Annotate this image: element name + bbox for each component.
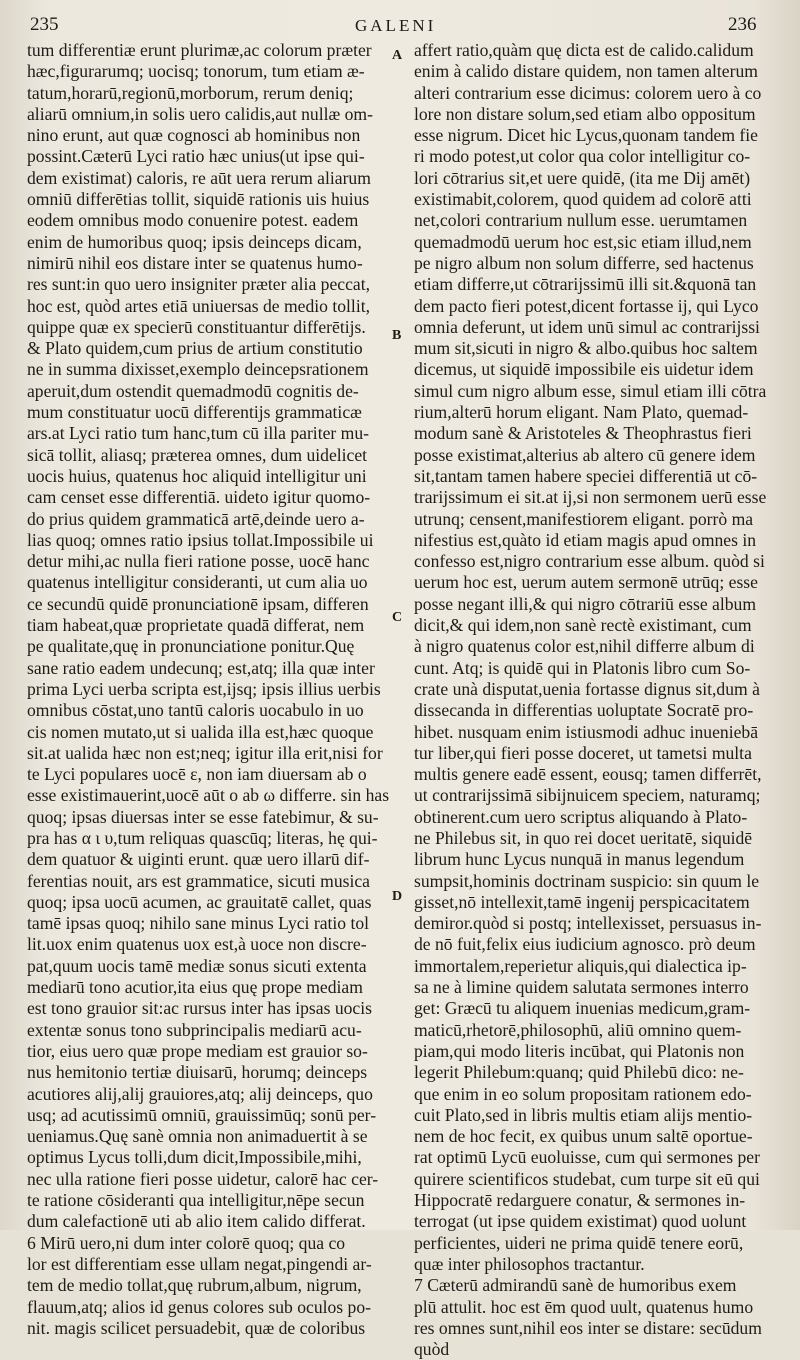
text-line: & Plato quidem,cum prius de artium constitutio: [27, 338, 363, 359]
text-line: ars.at Lyci ratio tum hanc,tum cū illa pariter mu-: [27, 423, 369, 444]
text-line: rium,alterū horum eligant. Nam Plato, quemad-: [414, 402, 749, 423]
text-line: legerit Philebum:quanq; quid Philebū dico: ne-: [414, 1062, 744, 1083]
text-line: ueniamus.Quę sanè omnia non animaduertit à se: [27, 1126, 368, 1147]
right-text-column: [414, 40, 782, 1360]
text-line: tem de medio tollat,quę rubrum,album, nigrum,: [27, 1275, 362, 1296]
text-line: get: Græcū tu aliquem inuenias medicum,gram-: [414, 998, 751, 1019]
text-line: sa ne à limine quidem salutata sermones interro: [414, 977, 749, 998]
text-line: dem pacto fieri potest,dicent fortasse ij, qui Lyco: [414, 295, 759, 316]
text-line: multis genere eadē essent, eousq; tamen differrēt,: [414, 764, 762, 785]
text-line: existimabit,colorem, quod quidem ad colorē atti: [414, 189, 752, 210]
text-line: confesso est,nigro contrarium esse album. quòd si: [414, 551, 765, 572]
text-line: sit,tantam tamen habere speciei differentiā ut cō-: [414, 465, 758, 486]
text-line: hibet. nusquam enim istiusmodi adhuc inueniebā: [414, 721, 758, 742]
text-line: nec ulla ratione fieri posse uidetur, calorē hac cer-: [27, 1168, 379, 1189]
text-line: sit.at ualida hæc non est;neq; igitur illa erit,nisi for: [27, 742, 383, 763]
text-line: quirere scientificos studebat, cum turpe sit eū qui: [414, 1168, 760, 1189]
text-line: cuit Plato,sed in libris multis etiam alijs mentio-: [414, 1104, 753, 1125]
text-line: flauum,atq; alios id genus colores sub oculos po-: [27, 1296, 371, 1317]
text-line: quippe quæ ex specierū constituantur differētijs.: [27, 316, 366, 337]
text-line: lias quoq; omnes ratio ipsius tollat.Impossibile ui: [27, 529, 374, 550]
margin-letter-b: B: [392, 328, 402, 343]
text-line: enim de humoribus quoq; ipsis deinceps dicam,: [27, 231, 362, 252]
text-line: etiam differre,ut cōtrarijssimū illi sit.&quonā tan: [414, 274, 757, 295]
text-line: nus hemitonio tertiæ diuisarū, horumq; deinceps: [27, 1062, 368, 1083]
text-line: res sunt:in quo uero insigniter præter alia peccat,: [27, 274, 370, 295]
text-line: lore non distare solum,sed etiam albo oppositum: [414, 103, 756, 124]
text-line: extentæ sonus tono subprincipalis mediarū acu-: [27, 1019, 362, 1040]
text-line: trarijssimum ei sit.at ij,si non sermonem uerū esse: [414, 487, 767, 508]
text-line: plū attulit. hoc est ēm quod uult, quatenus humo: [414, 1296, 754, 1317]
text-line: hoc est, quòd artes etiā uniuersas de medio tollit,: [27, 295, 370, 316]
text-line: obtinerent.cum uero scriptus aliquando à Plato-: [414, 806, 748, 827]
text-line: cunt. Atq; is quidē qui in Platonis libro cum So-: [414, 657, 751, 678]
text-line: sane ratio eadem undecunq; est,atq; illa quæ inter: [27, 657, 375, 678]
text-line: uerum hoc est, uerum autem sermonē utrūq; esse: [414, 572, 758, 593]
text-line: acutiores alij,alij grauiores,atq; alij deinceps, quo: [27, 1083, 373, 1104]
text-line: sicā tollit, aliasq; præterea omnes, dum uidelicet: [27, 444, 368, 465]
text-line: pe qualitate,quę in pronunciatione ponitur.Quę: [27, 636, 355, 657]
text-line: nem de hoc fecit, ex quibus unum saltē oportue-: [414, 1126, 753, 1147]
text-line: pe nigro album non solum differre, sed hactenus: [414, 252, 754, 273]
text-line: piam,qui modo literis incūbat, qui Platonis non: [414, 1040, 745, 1061]
text-line: Hippocratē redarguere conatur, & sermones in-: [414, 1190, 746, 1211]
text-line: omnia deferunt, ut idem unū simul ac contrarijssi: [414, 316, 760, 337]
text-line: optimus Lycus tolli,dum dicit,Impossibile,mihi,: [27, 1147, 362, 1168]
text-line: usq; ad acutissimū omniū, grauissimūq; sonū per-: [27, 1104, 377, 1125]
text-line: tiam habeat,quæ proprietate quadā differat, nem: [27, 615, 365, 636]
text-line: te Lyci populares uocē ε, non iam diuersam ab ο: [27, 764, 367, 785]
text-line: nimirū nihil eos distare inter se quatenus humo-: [27, 252, 363, 273]
text-line: omniū differētias tollit, siquidē rationis uis huius: [27, 189, 370, 210]
text-line: aperuit,dum ostendit quemadmodū cognitis de-: [27, 380, 359, 401]
text-line: net,colori contrarium nullum esse. uerumtamen: [414, 210, 748, 231]
text-line: quæ inter philosophos tractantur.: [414, 1253, 645, 1274]
text-line: tatum,horarū,regionū,morborum, rerum deniq;: [27, 82, 354, 103]
text-line: dem existimat) caloris, re aūt uera rerum aliarum: [27, 167, 371, 188]
text-line: librum hunc Lycus nunquā in manus legendum: [414, 849, 745, 870]
text-line: dum calefactionē uti ab alio item calido differat.: [27, 1211, 366, 1232]
text-line: detur mihi,ac nulla fieri ratione posse, uocē hanc: [27, 551, 370, 572]
page-number-right: 236: [728, 14, 757, 35]
text-line: hæc,figurarumq; uocisq; tonorum, tum etiam æ-: [27, 61, 365, 82]
running-header: [0, 8, 800, 38]
text-line: alteri contrarium esse dicimus: colorem uero à co: [414, 82, 762, 103]
text-line: demiror.quòd si postq; intellexisset, persuasus in-: [414, 913, 762, 934]
text-line: posse negant illi,& qui nigro cōtrariū esse album: [414, 593, 757, 614]
text-line: ce secundū quidē pronunciationē ipsam, differen: [27, 593, 369, 614]
page-number-left: 235: [30, 14, 59, 35]
text-line: nino erunt, aut quæ cognosci ab hominibus non: [27, 125, 361, 146]
text-line: uocis huius, quatenus hoc aliquid intelligitur uni: [27, 465, 367, 486]
text-line: lori cōtrarius sit,et uere quidē, (ita me Dij amēt): [414, 167, 751, 188]
text-line: do prius quidem grammaticā artē,deinde uero a-: [27, 508, 365, 529]
text-line: tur liber,qui fieri posse doceret, ut tametsi multa: [414, 742, 752, 763]
text-line: nit. magis scilicet persuadebit, quæ de coloribus: [27, 1317, 366, 1338]
text-line: tamē ipsas quoq; nihilo sane minus Lyci ratio tol: [27, 913, 370, 934]
text-line: dicit,& qui idem,non sanè rectè existimant, cum: [414, 615, 752, 636]
text-line: esse nigrum. Dicet hic Lycus,quonam tandem fie: [414, 125, 758, 146]
text-line: terrogat (ut ipse quidem existimat) quod uolunt: [414, 1211, 747, 1232]
margin-letter-a: A: [392, 48, 403, 63]
text-line: quemadmodū uerum hoc est,sic etiam illud,nem: [414, 231, 752, 252]
text-line: modum sanè & Aristoteles & Theophrastus fieri: [414, 423, 752, 444]
text-line: lor est differentiam esse ullam negat,pingendi ar-: [27, 1253, 372, 1274]
text-line: crate unà disputat,uenia fortasse dignus sit,dum à: [414, 678, 760, 699]
text-line: ne in summa dixisset,exemplo deincepsrationem: [27, 359, 369, 380]
text-line: quoq; ipsas diuersas inter se esse fatebimur, & su-: [27, 806, 379, 827]
text-line: eodem omnibus modo conuenire potest. eadem: [27, 210, 359, 231]
text-line: dicemus, ut siquidē impossibile eis uidetur idem: [414, 359, 754, 380]
text-line: cis nomen mutato,ut si ualida illa est,hæc quoque: [27, 721, 374, 742]
text-line: gisset,nō intellexit,tamē ingenij perspicacitatem: [414, 891, 750, 912]
text-line: aliarū omnium,in solis uero calidis,aut nullæ om-: [27, 103, 373, 124]
text-line: sumpsit,hominis doctrinam suspicio: sin quum le: [414, 870, 760, 891]
text-line: enim à calido distare quidem, non tamen alterum: [414, 61, 758, 82]
text-line: mum sit,sicuti in nigro & albo.quibus hoc saltem: [414, 338, 758, 359]
text-line: perficientes, uideri ne prima quidē tenere eorū,: [414, 1232, 744, 1253]
left-text-column: [27, 40, 395, 1339]
text-line: prima Lyci uerba scripta est,ijsq; ipsis illius uerbis: [27, 678, 381, 699]
text-line: 6 Mirū uero,ni dum inter colorē quoq; qua co: [27, 1232, 346, 1253]
text-line: ri modo potest,ut color qua color intelligitur co-: [414, 146, 751, 167]
margin-letter-c: C: [392, 610, 403, 625]
text-line: quòd: [414, 1339, 450, 1360]
text-line: dem quatuor & uiginti erunt. quæ uero illarū dif-: [27, 849, 370, 870]
text-line: ut contrarijssimā sibijnuicem speciem, naturamq;: [414, 785, 761, 806]
text-line: tum differentiæ erunt plurimæ,ac colorum præter: [27, 40, 372, 60]
text-line: tior, eius uero quæ prope mediam est grauior so-: [27, 1040, 368, 1061]
text-line: ne Philebus sit, in quo rei docet ueritatē, siquidē: [414, 827, 753, 848]
text-line: quatenus intelligitur consideranti, ut cum alia uo: [27, 572, 368, 593]
running-title: GALENI: [355, 16, 437, 35]
text-line: mum constituatur uocū differentijs grammaticæ: [27, 402, 362, 423]
text-line: pra has α ι υ,tum reliquas quascūq; literas, hę qui-: [27, 827, 378, 848]
margin-letter-d: D: [392, 889, 403, 904]
text-line: omnibus cōstat,uno tantū caloris uocabulo in uo: [27, 700, 364, 721]
text-line: quoq; ipsa uocū acumen, ac grauitatē callet, quas: [27, 891, 372, 912]
text-line: simul cum nigro album esse, simul etiam illi cōtra: [414, 380, 767, 401]
text-line: esse existimauerint,uocē aūt ο ab ω differre. sin has: [27, 785, 390, 806]
text-line: res omnes sunt,nihil eos inter se distare: secūdum: [414, 1317, 762, 1338]
text-line: possint.Cæterū Lyci ratio hæc unius(ut ipse qui-: [27, 146, 365, 167]
text-line: de nō fuit,felix eius iudicium agnosco. prò deum: [414, 934, 756, 955]
text-line: immortalem,reperietur aliquis,qui dialectica ip-: [414, 955, 747, 976]
text-line: lit.uox enim quatenus uox est,à uoce non discre-: [27, 934, 367, 955]
text-line: cam censet esse differentiā. uideto igitur quomo-: [27, 487, 371, 508]
text-line: mediarū tono acutior,ita eius quę prope mediam: [27, 977, 363, 998]
text-line: que enim in eo solum propositam rationem edo-: [414, 1083, 752, 1104]
text-line: utrunq; censent,manifestiorem eligant. porrò ma: [414, 508, 754, 529]
text-line: rat optimū Lycū euoluisse, cum qui sermones per: [414, 1147, 760, 1168]
text-line: dissecanda in differentias uoluptate Socratē pro-: [414, 700, 754, 721]
text-line: nifestius est,quàto id etiam magis apud omnes in: [414, 529, 757, 550]
text-line: te ratione cōsideranti qua intelligitur,nēpe secun: [27, 1190, 365, 1211]
text-line: est tono grauior sit:ac rursus inter has ipsas uocis: [27, 998, 372, 1019]
text-line: posse existimat,alterius ab altero cū genere idem: [414, 444, 756, 465]
text-line: pat,quum uocis tamē mediæ sonus sicuti extenta: [27, 955, 367, 976]
text-line: affert ratio,quàm quę dicta est de calido.calidum: [414, 40, 754, 60]
text-line: ferentias nouit, ars est grammatice, sicuti musica: [27, 870, 370, 891]
text-line: à nigro quatenus color est,nihil differre album di: [414, 636, 755, 657]
text-line: 7 Cæterū admirandū sanè de humoribus exem: [414, 1275, 737, 1296]
text-line: maticū,rhetorē,philosophū, aliū omnino quem-: [414, 1019, 742, 1040]
